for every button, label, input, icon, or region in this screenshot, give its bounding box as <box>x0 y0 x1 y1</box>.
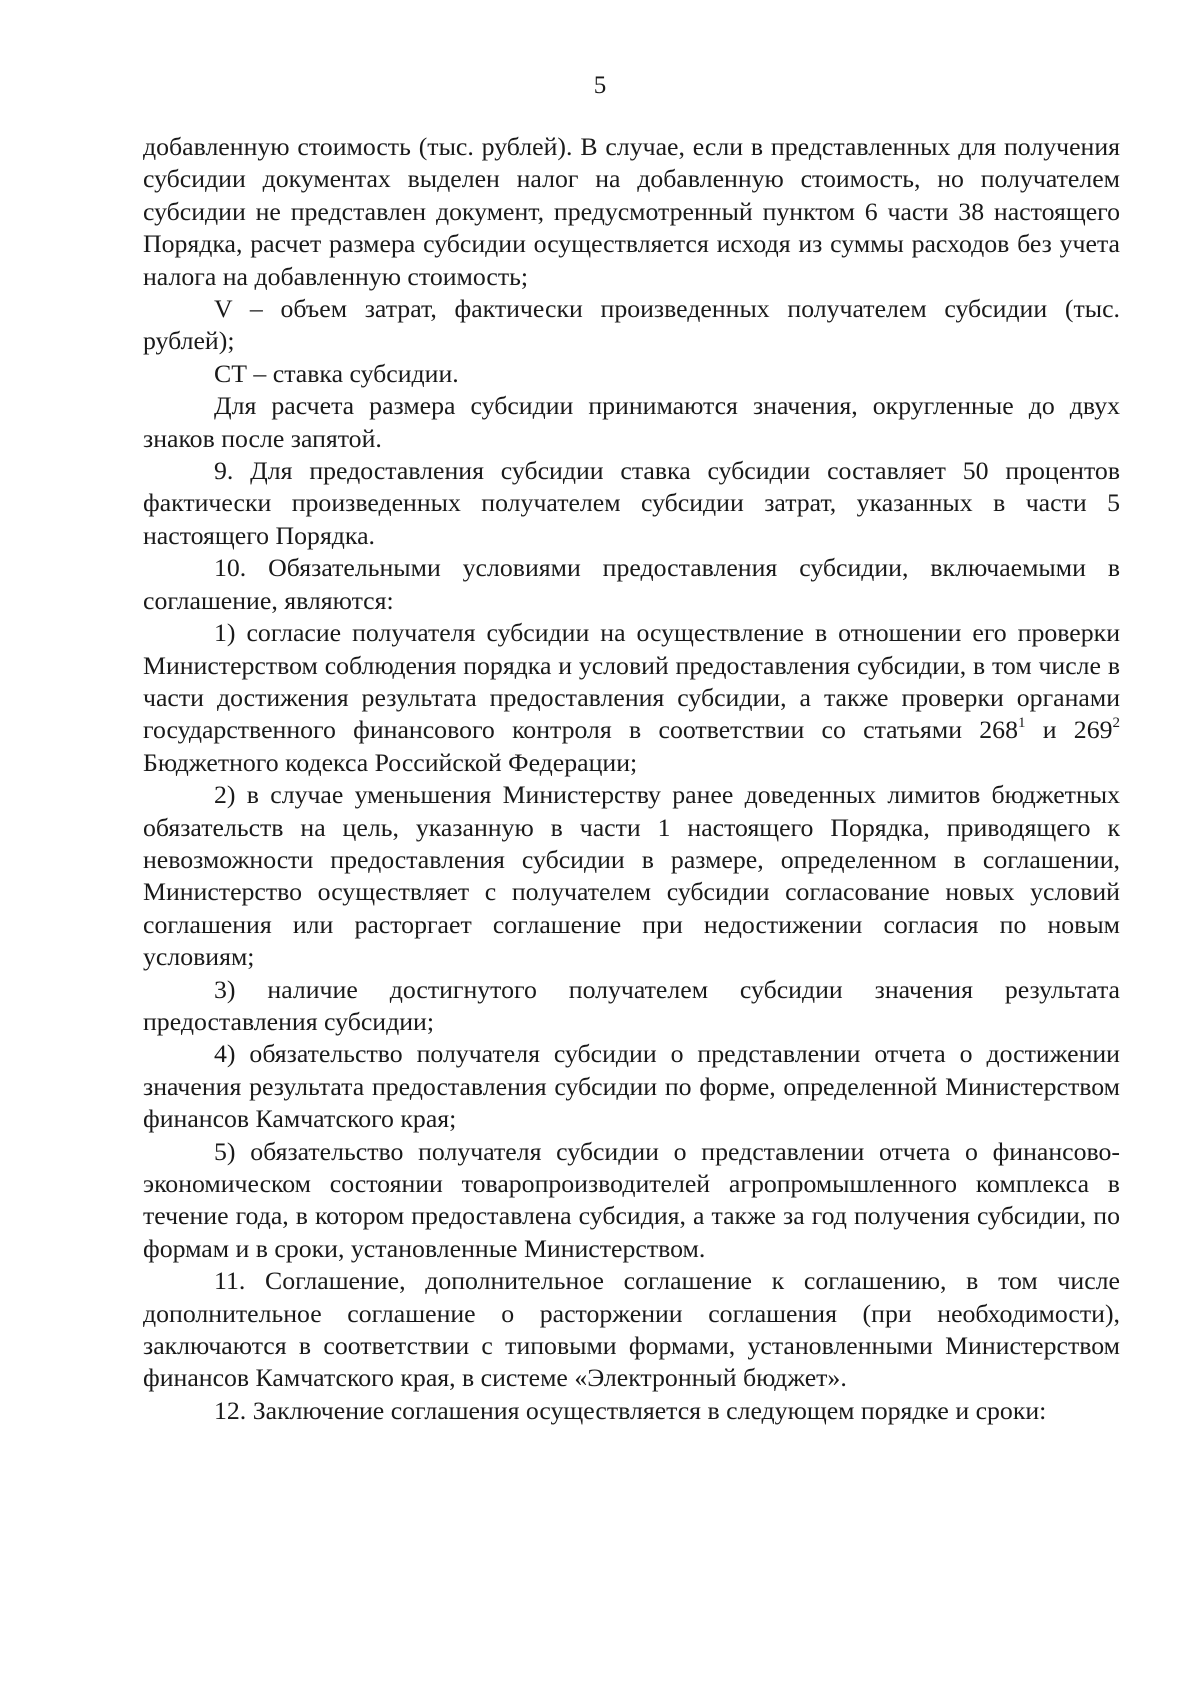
article-269-superscript: 2 <box>1112 715 1120 732</box>
item-10-1-text-after: Бюджетного кодекса Российской Федерации; <box>143 747 638 777</box>
paragraph-item-10-2: 2) в случае уменьшения Министерству ранее доведенных лимитов бюджетных обязательств на цель, указанную в части 1 настоящего Порядка, приводящего к невозможности предоставления субсидии в размере, определенном в соглашении, Министерство осуществляет с получателем субсидии согласование новых условий соглашения или расторгает соглашение при недостижении согласия по новым условиям; <box>143 780 1120 972</box>
paragraph-item-10-4: 4) обязательство получателя субсидии о представлении отчета о достижении значения результата предоставления субсидии по форме, определенной Министерством финансов Камчатского края; <box>143 1039 1120 1134</box>
paragraph-rounding: Для расчета размера субсидии принимаются значения, округленные до двух знаков после запятой. <box>143 391 1120 453</box>
paragraph-v-definition: V – объем затрат, фактически произведенных получателем субсидии (тыс. рублей); <box>143 294 1120 356</box>
paragraph-item-10-1 <box>143 617 1120 779</box>
item-10-1-text-middle: и 269 <box>1025 715 1113 745</box>
paragraph-vat-continuation: добавленную стоимость (тыс. рублей). В случае, если в представленных для получения субсидии документах выделен налог на добавленную стоимость, но получателем субсидии не представлен документ, предусмотренный пунктом 6 части 38 настоящего Порядка, расчет размера субсидии осуществляется исходя из суммы расходов без учета налога на добавленную стоимость; <box>143 132 1120 291</box>
paragraph-item-9: 9. Для предоставления субсидии ставка субсидии составляет 50 процентов фактически произведенных получателем субсидии затрат, указанных в части 5 настоящего Порядка. <box>143 456 1120 550</box>
paragraph-item-10: 10. Обязательными условиями предоставления субсидии, включаемыми в соглашение, являются: <box>143 553 1120 615</box>
page-number: 5 <box>593 72 607 99</box>
article-268-superscript: 1 <box>1017 715 1026 732</box>
paragraph-item-12: 12. Заключение соглашения осуществляется в следующем порядке и сроки: <box>214 1395 1047 1425</box>
item-10-1-text-before: 1) согласие получателя субсидии на осуществление в отношении его проверки Министерством соблюдения порядка и условий предоставления субсидии, в том числе в части достижения результата предоставления субсидии, а также проверки органами государственного финансового контроля в соответствии со статьями 268 <box>143 618 1120 745</box>
paragraph-item-11: 11. Соглашение, дополнительное соглашение к соглашению, в том числе дополнительное соглашение о расторжении соглашения (при необходимости), заключаются в соответствии с типовыми формами, установленными Министерством финансов Камчатского края, в системе «Электронный бюджет». <box>143 1266 1120 1393</box>
paragraph-item-10-3: 3) наличие достигнутого получателем субсидии значения результата предоставления субсидии; <box>143 974 1120 1036</box>
paragraph-item-10-5: 5) обязательство получателя субсидии о представлении отчета о финансово-экономическом состоянии товаропроизводителей агропромышленного комплекса в течение года, в котором предоставлена субсидия, а также за год получения субсидии, по формам и в сроки, установленные Министерством. <box>143 1136 1120 1263</box>
document-body <box>143 131 1120 1427</box>
paragraph-st-definition: СТ – ставка субсидии. <box>214 358 459 388</box>
